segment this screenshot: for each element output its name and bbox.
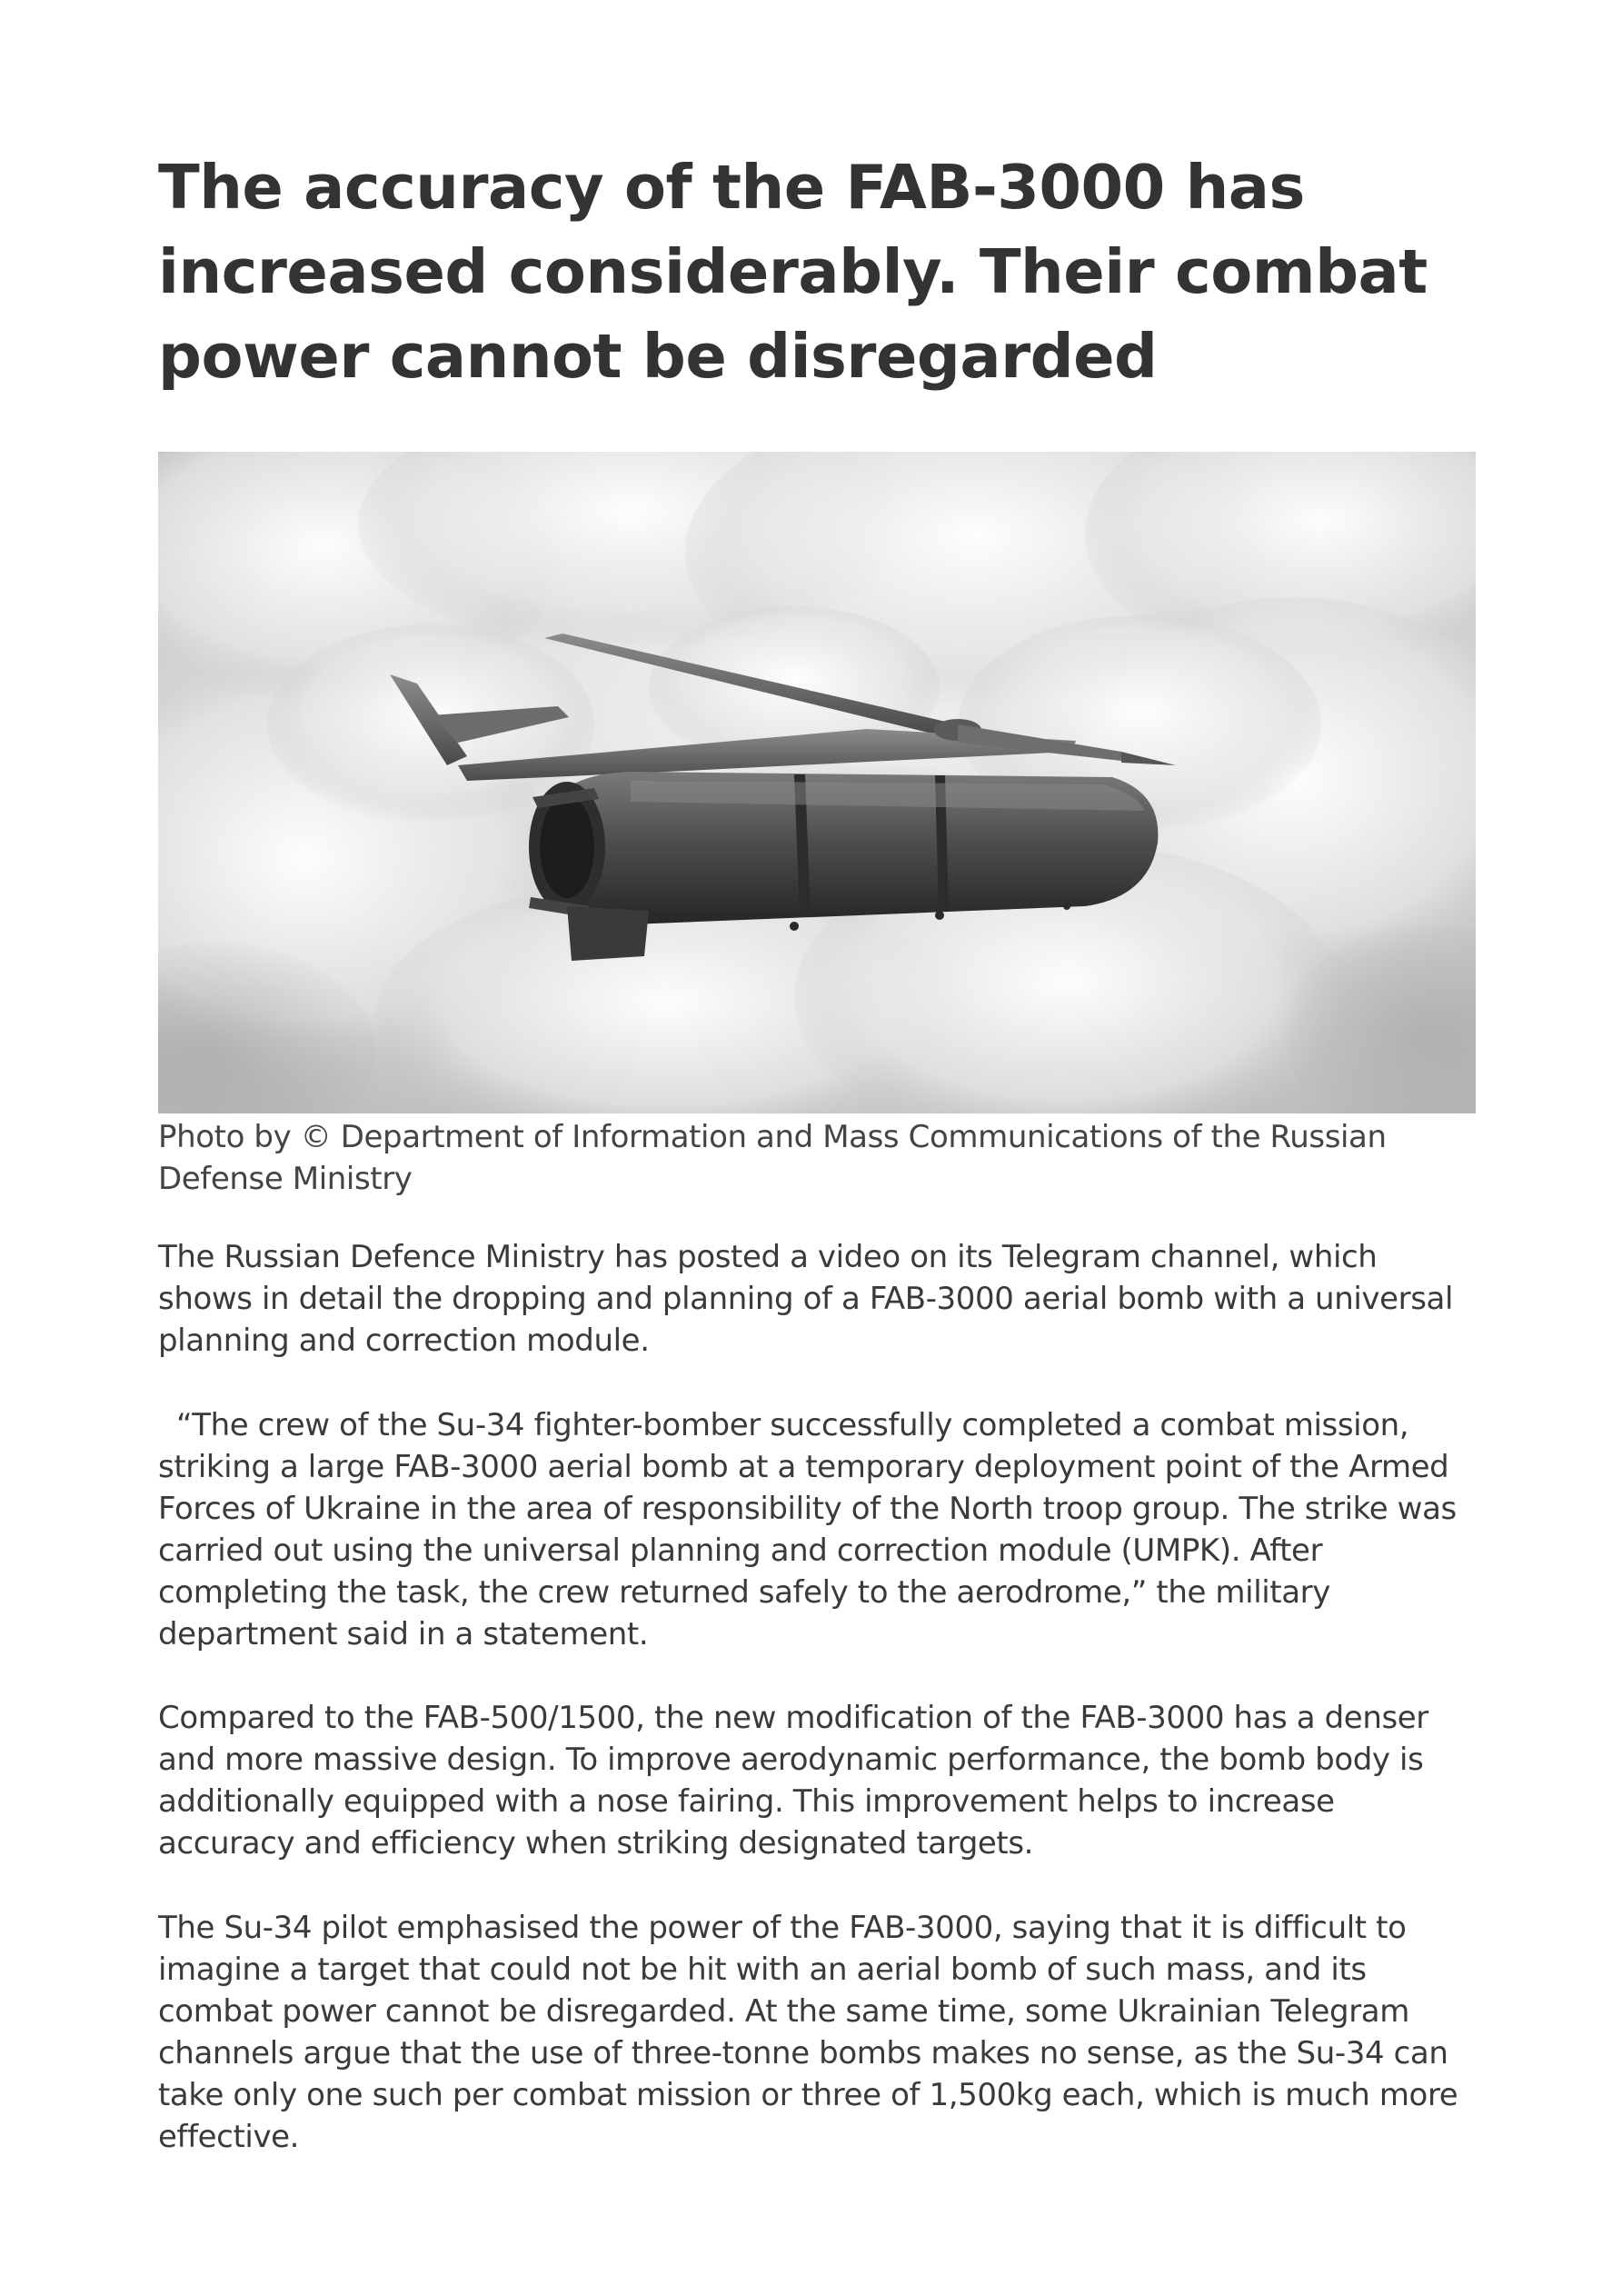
photo-caption: Photo by © Department of Information and Mass Communications of the Russian Defense Ministry [158, 1119, 1387, 1197]
article-paragraph-quote: “The crew of the Su-34 fighter-bomber successfully completed a combat mission, striking a large FAB-3000 aerial bomb at a temporary deployment point of the Armed Forces of Ukraine in the area of responsibility of the North troop group. The strike was carried out using the universal planning and correction module (UMPK). After completing the task, the crew returned safely to the aerodrome,” the military department said in a statement. [158, 1407, 1457, 1652]
article-paragraph: The Russian Defence Ministry has posted a video on its Telegram channel, which shows in detail the dropping and planning of a FAB-3000 aerial bomb with a universal planning and correction module. [158, 1239, 1453, 1359]
article-photo [158, 452, 1476, 1113]
bomb-in-clouds-illustration [158, 452, 1476, 1113]
article-headline: The accuracy of the FAB-3000 has increased considerably. Their combat power cannot be disregarded [158, 152, 1428, 392]
article-paragraph: The Su-34 pilot emphasised the power of the FAB-3000, saying that it is difficult to imagine a target that could not be hit with an aerial bomb of such mass, and its combat power cannot be disregarded. At the same time, some Ukrainian Telegram channels argue that the use of three-tonne bombs makes no sense, as the Su-34 can take only one such per combat mission or three of 1,500kg each, which is much more effective. [158, 1910, 1458, 2155]
article-paragraph: Compared to the FAB-500/1500, the new modification of the FAB-3000 has a denser and more massive design. To improve aerodynamic performance, the bomb body is additionally equipped with a nose fairing. This improvement helps to increase accuracy and efficiency when striking designated targets. [158, 1700, 1428, 1862]
